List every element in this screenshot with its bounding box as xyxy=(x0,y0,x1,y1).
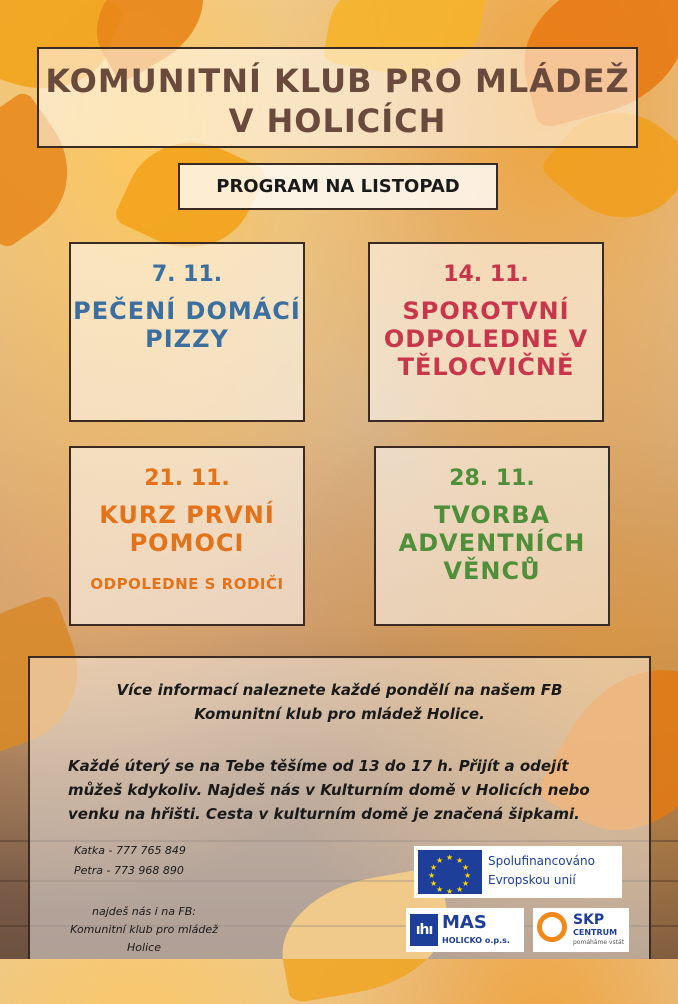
eu-text xyxy=(488,852,595,890)
info-line: Více informací naleznete každé pondělí na našem FB xyxy=(116,681,563,699)
skp-name: SKP xyxy=(573,912,605,928)
title-line-2: V HOLICÍCH xyxy=(228,102,447,140)
eu-logo xyxy=(414,846,622,898)
event-activity-line: TĚLOCVIČNĚ xyxy=(397,353,575,381)
event-card-pizza xyxy=(69,242,305,422)
contact-line: Katka - 777 765 849 xyxy=(74,844,186,857)
info-paragraph xyxy=(68,754,628,826)
info-line: Každé úterý se na Tebe těšíme od 13 do 17 h. Přijít a odejít xyxy=(68,757,569,775)
info-line: Komunitní klub pro mládež Holice. xyxy=(194,705,485,723)
eu-text-line: Spolufinancováno xyxy=(488,854,595,868)
event-card-sport xyxy=(368,242,604,422)
contact-line: Petra - 773 968 890 xyxy=(74,864,184,877)
program-label: PROGRAM NA LISTOPAD xyxy=(178,163,498,210)
event-note: ODPOLEDNE S RODIČI xyxy=(90,575,284,593)
title-line-1: KOMUNITNÍ KLUB PRO MLÁDEŽ xyxy=(45,62,630,100)
mas-holicko-logo xyxy=(406,908,524,952)
event-card-first-aid xyxy=(69,446,305,626)
event-activity xyxy=(71,501,303,557)
skp-ring-icon xyxy=(537,912,567,942)
skp-tagline: pomáháme vstát xyxy=(573,939,624,946)
fb-line: Komunitní klub pro mládež xyxy=(70,923,218,936)
mas-sub: HOLICKO o.p.s. xyxy=(442,936,510,945)
fb-line: najdeš nás i na FB: xyxy=(91,905,197,918)
skp-sub: CENTRUM xyxy=(573,928,618,937)
info-line: venku na hřišti. Cesta v kulturním domě je značená šipkami. xyxy=(68,805,580,823)
info-box xyxy=(28,656,651,959)
event-activity-line: VĚNCŮ xyxy=(443,557,541,585)
event-date: 7. 11. xyxy=(151,262,223,287)
event-date: 21. 11. xyxy=(144,466,230,491)
event-activity-line: ODPOLEDNE V xyxy=(383,325,589,353)
event-date: 28. 11. xyxy=(449,466,535,491)
event-activity-line: POMOCI xyxy=(129,529,245,557)
eu-flag-icon: ★ ★ ★ ★ ★ ★ ★ ★ ★ ★ ★ ★ xyxy=(418,850,482,894)
event-card-advent xyxy=(374,446,610,626)
event-activity-line: TVORBA xyxy=(433,501,551,529)
title-box xyxy=(37,47,638,148)
mas-icon: ıhı xyxy=(410,914,438,946)
event-activity-line: ADVENTNÍCH xyxy=(398,529,586,557)
event-activity xyxy=(370,297,602,381)
fb-info xyxy=(44,903,244,957)
eu-text-line: Evropskou unií xyxy=(488,873,576,887)
info-line: můžeš kdykoliv. Najdeš nás v Kulturním domě v Holicích nebo xyxy=(68,781,590,799)
event-date: 14. 11. xyxy=(443,262,529,287)
skp-centrum-logo xyxy=(533,908,629,952)
fb-line: Holice xyxy=(127,941,161,954)
event-activity-line: KURZ PRVNÍ xyxy=(99,501,275,529)
event-activity-line: PEČENÍ DOMÁCÍ xyxy=(73,297,301,325)
contacts xyxy=(74,841,186,881)
event-activity xyxy=(71,297,303,353)
event-activity-line: PIZZY xyxy=(145,325,229,353)
info-intro xyxy=(30,678,649,726)
mas-name: MAS xyxy=(442,912,487,933)
event-activity-line: SPOROTVNÍ xyxy=(402,297,570,325)
event-activity xyxy=(376,501,608,585)
